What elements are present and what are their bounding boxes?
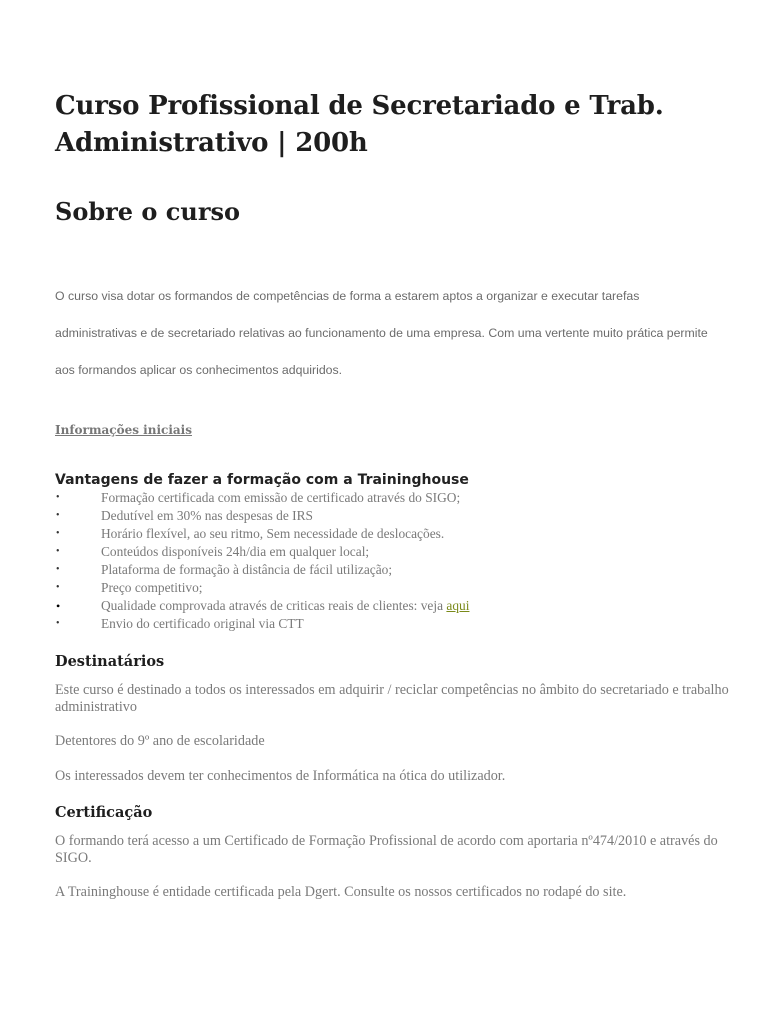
recipients-paragraph: Os interessados devem ter conhecimentos de Informática na ótica do utilizador. (55, 768, 506, 784)
reviews-link[interactable]: aqui (446, 598, 470, 613)
list-item-text: Formação certificada com emissão de certificado através do SIGO; (101, 490, 461, 505)
list-item (55, 561, 745, 579)
list-item (55, 579, 745, 597)
list-item-text: Dedutível em 30% nas despesas de IRS (101, 508, 313, 523)
list-item-text: Conteúdos disponíveis 24h/dia em qualquer local; (101, 544, 370, 559)
bullet-icon: • (56, 618, 60, 629)
list-item-text: Plataforma de formação à distância de fácil utilização; (101, 562, 393, 577)
page-title: Curso Profissional de Secretariado e Trab. Administrativo | 200h (55, 91, 664, 158)
bullet-icon: • (56, 528, 60, 539)
recipients-paragraph: Detentores do 9º ano de escolaridade (55, 733, 265, 749)
about-heading: Sobre o curso (55, 197, 240, 226)
recipients-heading: Destinatários (55, 653, 165, 670)
list-item (55, 543, 745, 561)
list-item (55, 507, 745, 525)
list-item-text: Envio do certificado original via CTT (101, 616, 304, 631)
bullet-icon: • (56, 546, 60, 557)
advantages-heading: Vantagens de fazer a formação com a Traininghouse (55, 472, 469, 488)
bullet-icon: • (56, 599, 61, 613)
bullet-icon: • (56, 564, 60, 575)
bullet-icon: • (56, 492, 60, 503)
intro-line: aos formandos aplicar os conhecimentos adquiridos. (55, 363, 343, 377)
intro-line: administrativas e de secretariado relativas ao funcionamento de uma empresa. Com uma vertente muito prática permite (55, 326, 708, 340)
list-item-text: Horário flexível, ao seu ritmo, Sem necessidade de deslocações. (101, 526, 445, 541)
intro-line: O curso visa dotar os formandos de competências de forma a estarem aptos a organizar e executar tarefas (55, 289, 640, 303)
list-item (55, 525, 745, 543)
course-intro (55, 278, 745, 389)
certification-paragraph: O formando terá acesso a um Certificado de Formação Profissional de acordo com aportaria nº474/2010 e através do SIGO. (55, 833, 718, 866)
list-item-text: Qualidade comprovada através de criticas reais de clientes: veja (101, 598, 447, 613)
advantages-list (55, 489, 745, 633)
certification-heading: Certificação (55, 804, 153, 821)
list-item (55, 597, 745, 615)
certification-paragraph: A Traininghouse é entidade certificada pela Dgert. Consulte os nossos certificados no rodapé do site. (55, 884, 627, 900)
bullet-icon: • (56, 510, 60, 521)
list-item (55, 615, 745, 633)
recipients-paragraph: Este curso é destinado a todos os interessados em adquirir / reciclar competências no âmbito do secretariado e trabalho administrativo (55, 682, 729, 715)
bullet-icon: • (56, 582, 60, 593)
list-item-text: Preço competitivo; (101, 580, 203, 595)
list-item (55, 489, 745, 507)
info-link[interactable]: Informações iniciais (55, 423, 192, 437)
